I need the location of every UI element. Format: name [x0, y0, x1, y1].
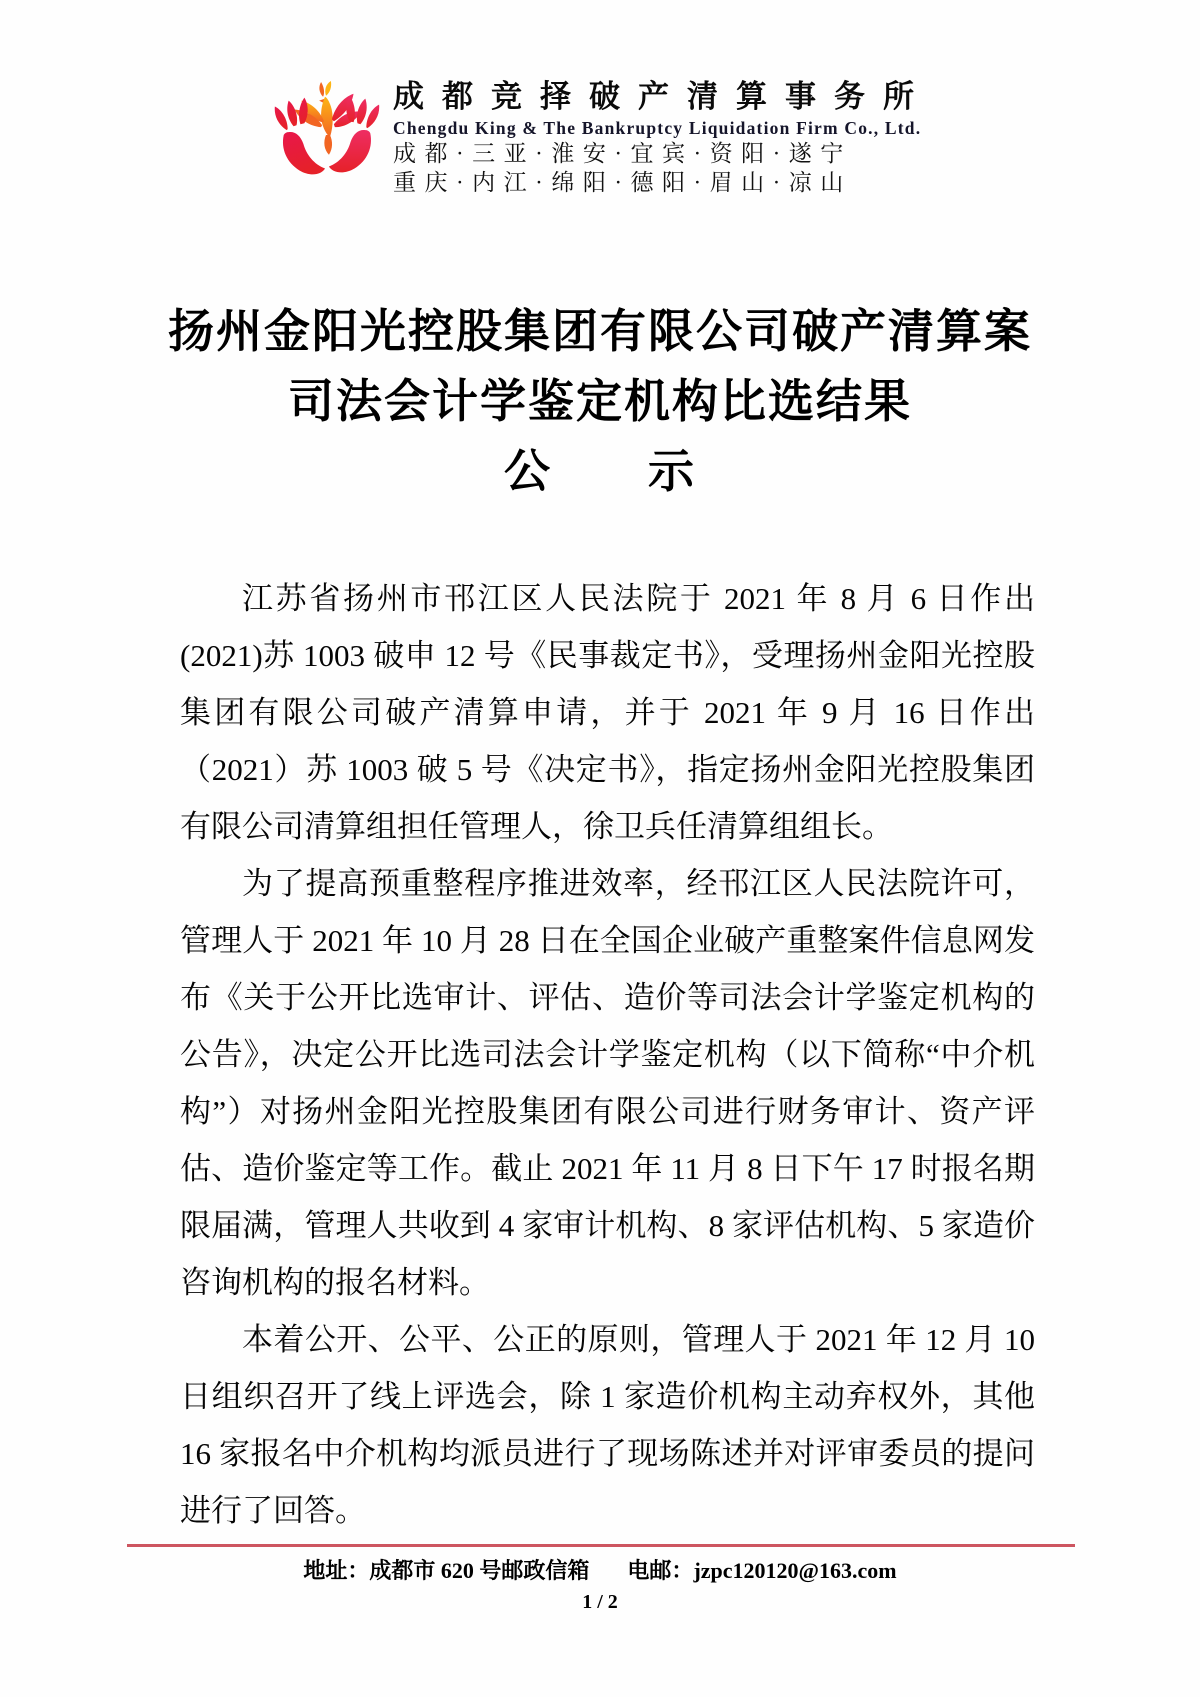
title-line-1: 扬州金阳光控股集团有限公司破产清算案 [168, 305, 1032, 357]
right-hand-shape [329, 96, 379, 173]
firm-logo [267, 78, 385, 198]
body-paragraph-1: 江苏省扬州市邗江区人民法院于 2021 年 8 月 6 日作出(2021)苏 1003 破申 12 号《民事裁定书》，受理扬州金阳光控股集团有限公司破产清算申请，并于 2021 年 9 月 16 日作出（2021）苏 1003 破 5 号《决定书》，指定扬州金阳光控股集团有限公司清算组担任管理人，徐卫兵任清算组组长。 [180, 581, 1035, 844]
branch-cities-line1: 成都·三亚·淮安·宜宾·资阳·遂宁 [393, 141, 852, 166]
letterhead [0, 78, 1200, 198]
document-title [0, 296, 1200, 506]
footer-contact [0, 1556, 1200, 1586]
body-paragraph-3: 本着公开、公平、公正的原则，管理人于 2021 年 12 月 10 日组织召开了线上评选会，除 1 家造价机构主动弃权外，其他 16 家报名中介机构均派员进行了现场陈述并对评审委员的提问进行了回答。 [180, 1322, 1035, 1528]
document-body [180, 570, 1035, 1539]
branch-cities-line2: 重庆·内江·绵阳·德阳·眉山·凉山 [393, 170, 852, 195]
page-number: 1 / 2 [582, 1591, 618, 1613]
title-line-3: 公 示 [504, 445, 696, 497]
address-value: 成都市 620 号邮政信箱 [369, 1558, 590, 1583]
left-hand-shape [275, 98, 325, 175]
address-label: 地址： [303, 1558, 370, 1583]
phoenix-hands-logo-icon [267, 78, 385, 198]
firm-name-en: Chengdu King & The Bankruptcy Liquidation Firm Co., Ltd. [393, 118, 922, 138]
email-value: jzpc120120@163.com [693, 1558, 897, 1583]
title-line-2: 司法会计学鉴定机构比选结果 [288, 375, 912, 427]
letterhead-text [393, 78, 933, 197]
footer-divider [127, 1544, 1075, 1547]
email-label: 电邮： [627, 1558, 694, 1583]
body-paragraph-2: 为了提高预重整程序推进效率，经邗江区人民法院许可，管理人于 2021 年 10 月 28 日在全国企业破产重整案件信息网发布《关于公开比选审计、评估、造价等司法会计学鉴定机构的公告》，决定公开比选司法会计学鉴定机构（以下简称“中介机构”）对扬州金阳光控股集团有限公司进行财务审计、资产评估、造价鉴定等工作。截止 2021 年 11 月 8 日下午 17 时报名期限届满，管理人共收到 4 家审计机构、8 家评估机构、5 家造价咨询机构的报名材料。 [180, 866, 1035, 1300]
firm-name-cn: 成都竞择破产清算事务所 [393, 79, 932, 114]
